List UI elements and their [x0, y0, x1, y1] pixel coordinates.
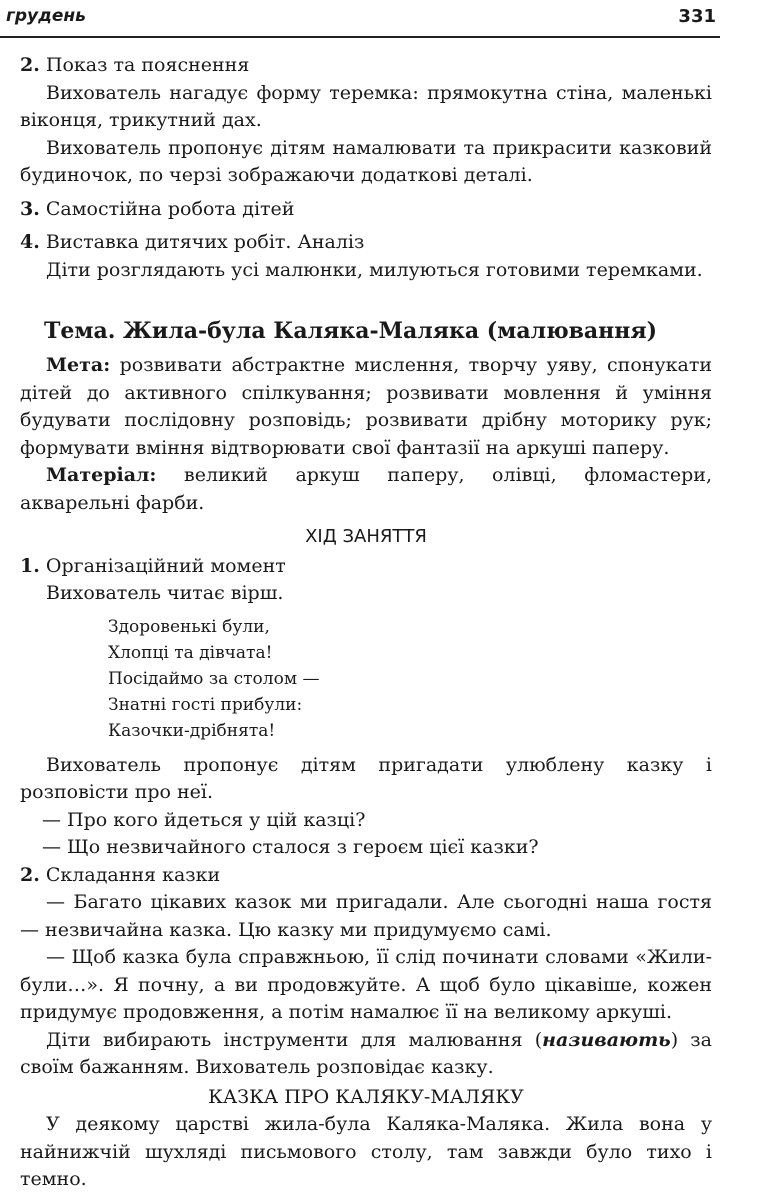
tale-title: КАЗКА ПРО КАЛЯКУ-МАЛЯКУ	[208, 1085, 524, 1108]
paragraph: Вихователь нагадує форму теремка: прямокутна стіна, маленькі віконця, трикутний дах.	[20, 81, 712, 131]
dialog-paragraph: — Багато цікавих казок ми пригадали. Але сьогодні наша гостя — незвичайна казка. Цю казку ми придумуємо самі.	[20, 891, 712, 941]
lesson-heading: ХІД ЗАНЯТТЯ	[305, 526, 427, 547]
page-body	[20, 46, 712, 1194]
material-paragraph: Матеріал: великий аркуш паперу, олівці, фломастери, акварельні фарби.	[20, 464, 712, 514]
step-1-heading: 1. Організаційний момент	[20, 554, 286, 577]
poem-line: Здоровенькі були,	[108, 616, 270, 637]
paragraph: У деякому царстві жила-була Каляка-Маляка. Жила вона у найнижчій шухляді письмового столу, там завжди було тихо і темно.	[20, 1113, 712, 1190]
question-line: — Про кого йдеться у цій казці?	[42, 808, 366, 831]
paragraph: Діти вибирають інструменти для малювання (називають) за своїм бажанням. Вихователь розповідає казку.	[20, 1028, 712, 1078]
poem	[20, 614, 712, 744]
section-4-heading: 4. Виставка дитячих робіт. Аналіз	[20, 231, 365, 253]
paragraph: Вихователь пропонує дітям пригадати улюблену казку і розповісти про неї.	[20, 753, 712, 803]
section-2-heading: 2. Показ та пояснення	[20, 54, 250, 76]
paragraph: Вихователь пропонує дітям намалювати та прикрасити казковий будиночок, по черзі зображаючи додаткові деталі.	[20, 136, 712, 186]
topic-title: Тема. Жила-була Каляка-Маляка (малювання)	[44, 318, 658, 344]
section-3-heading: 3. Самостійна робота дітей	[20, 197, 295, 220]
goal-paragraph: Мета: розвивати абстрактне мислення, творчу уяву, спонукати дітей до активного спілкування; розвивати мовлення й уміння будувати послідовну розповідь; розвивати дрібну моторику рук; формувати вміння відтворювати свої фантазії на аркуші паперу.	[20, 354, 712, 459]
poem-line: Посідаймо за столом —	[108, 668, 320, 689]
poem-line: Казочки-дрібнята!	[108, 720, 276, 741]
dialog-paragraph: — Щоб казка була справжньою, її слід починати словами «Жили-були…». Я почну, а ви продовжуйте. А щоб було цікавіше, кожен придумує продовження, а потім намалює її на великому аркуші.	[20, 946, 712, 1023]
page-header	[0, 0, 720, 38]
poem-line: Знатні гості прибули:	[108, 694, 303, 715]
paragraph: Вихователь читає вірш.	[46, 582, 284, 604]
page-number: 331	[678, 6, 716, 27]
paragraph: Діти розглядають усі малюнки, милуються готовими теремками.	[46, 258, 703, 281]
poem-line: Хлопці та дівчата!	[108, 642, 273, 663]
question-line: — Що незвичайного сталося з героєм цієї казки?	[42, 836, 539, 858]
section-title: грудень	[6, 6, 86, 26]
step-2-heading: 2. Складання казки	[20, 863, 221, 886]
